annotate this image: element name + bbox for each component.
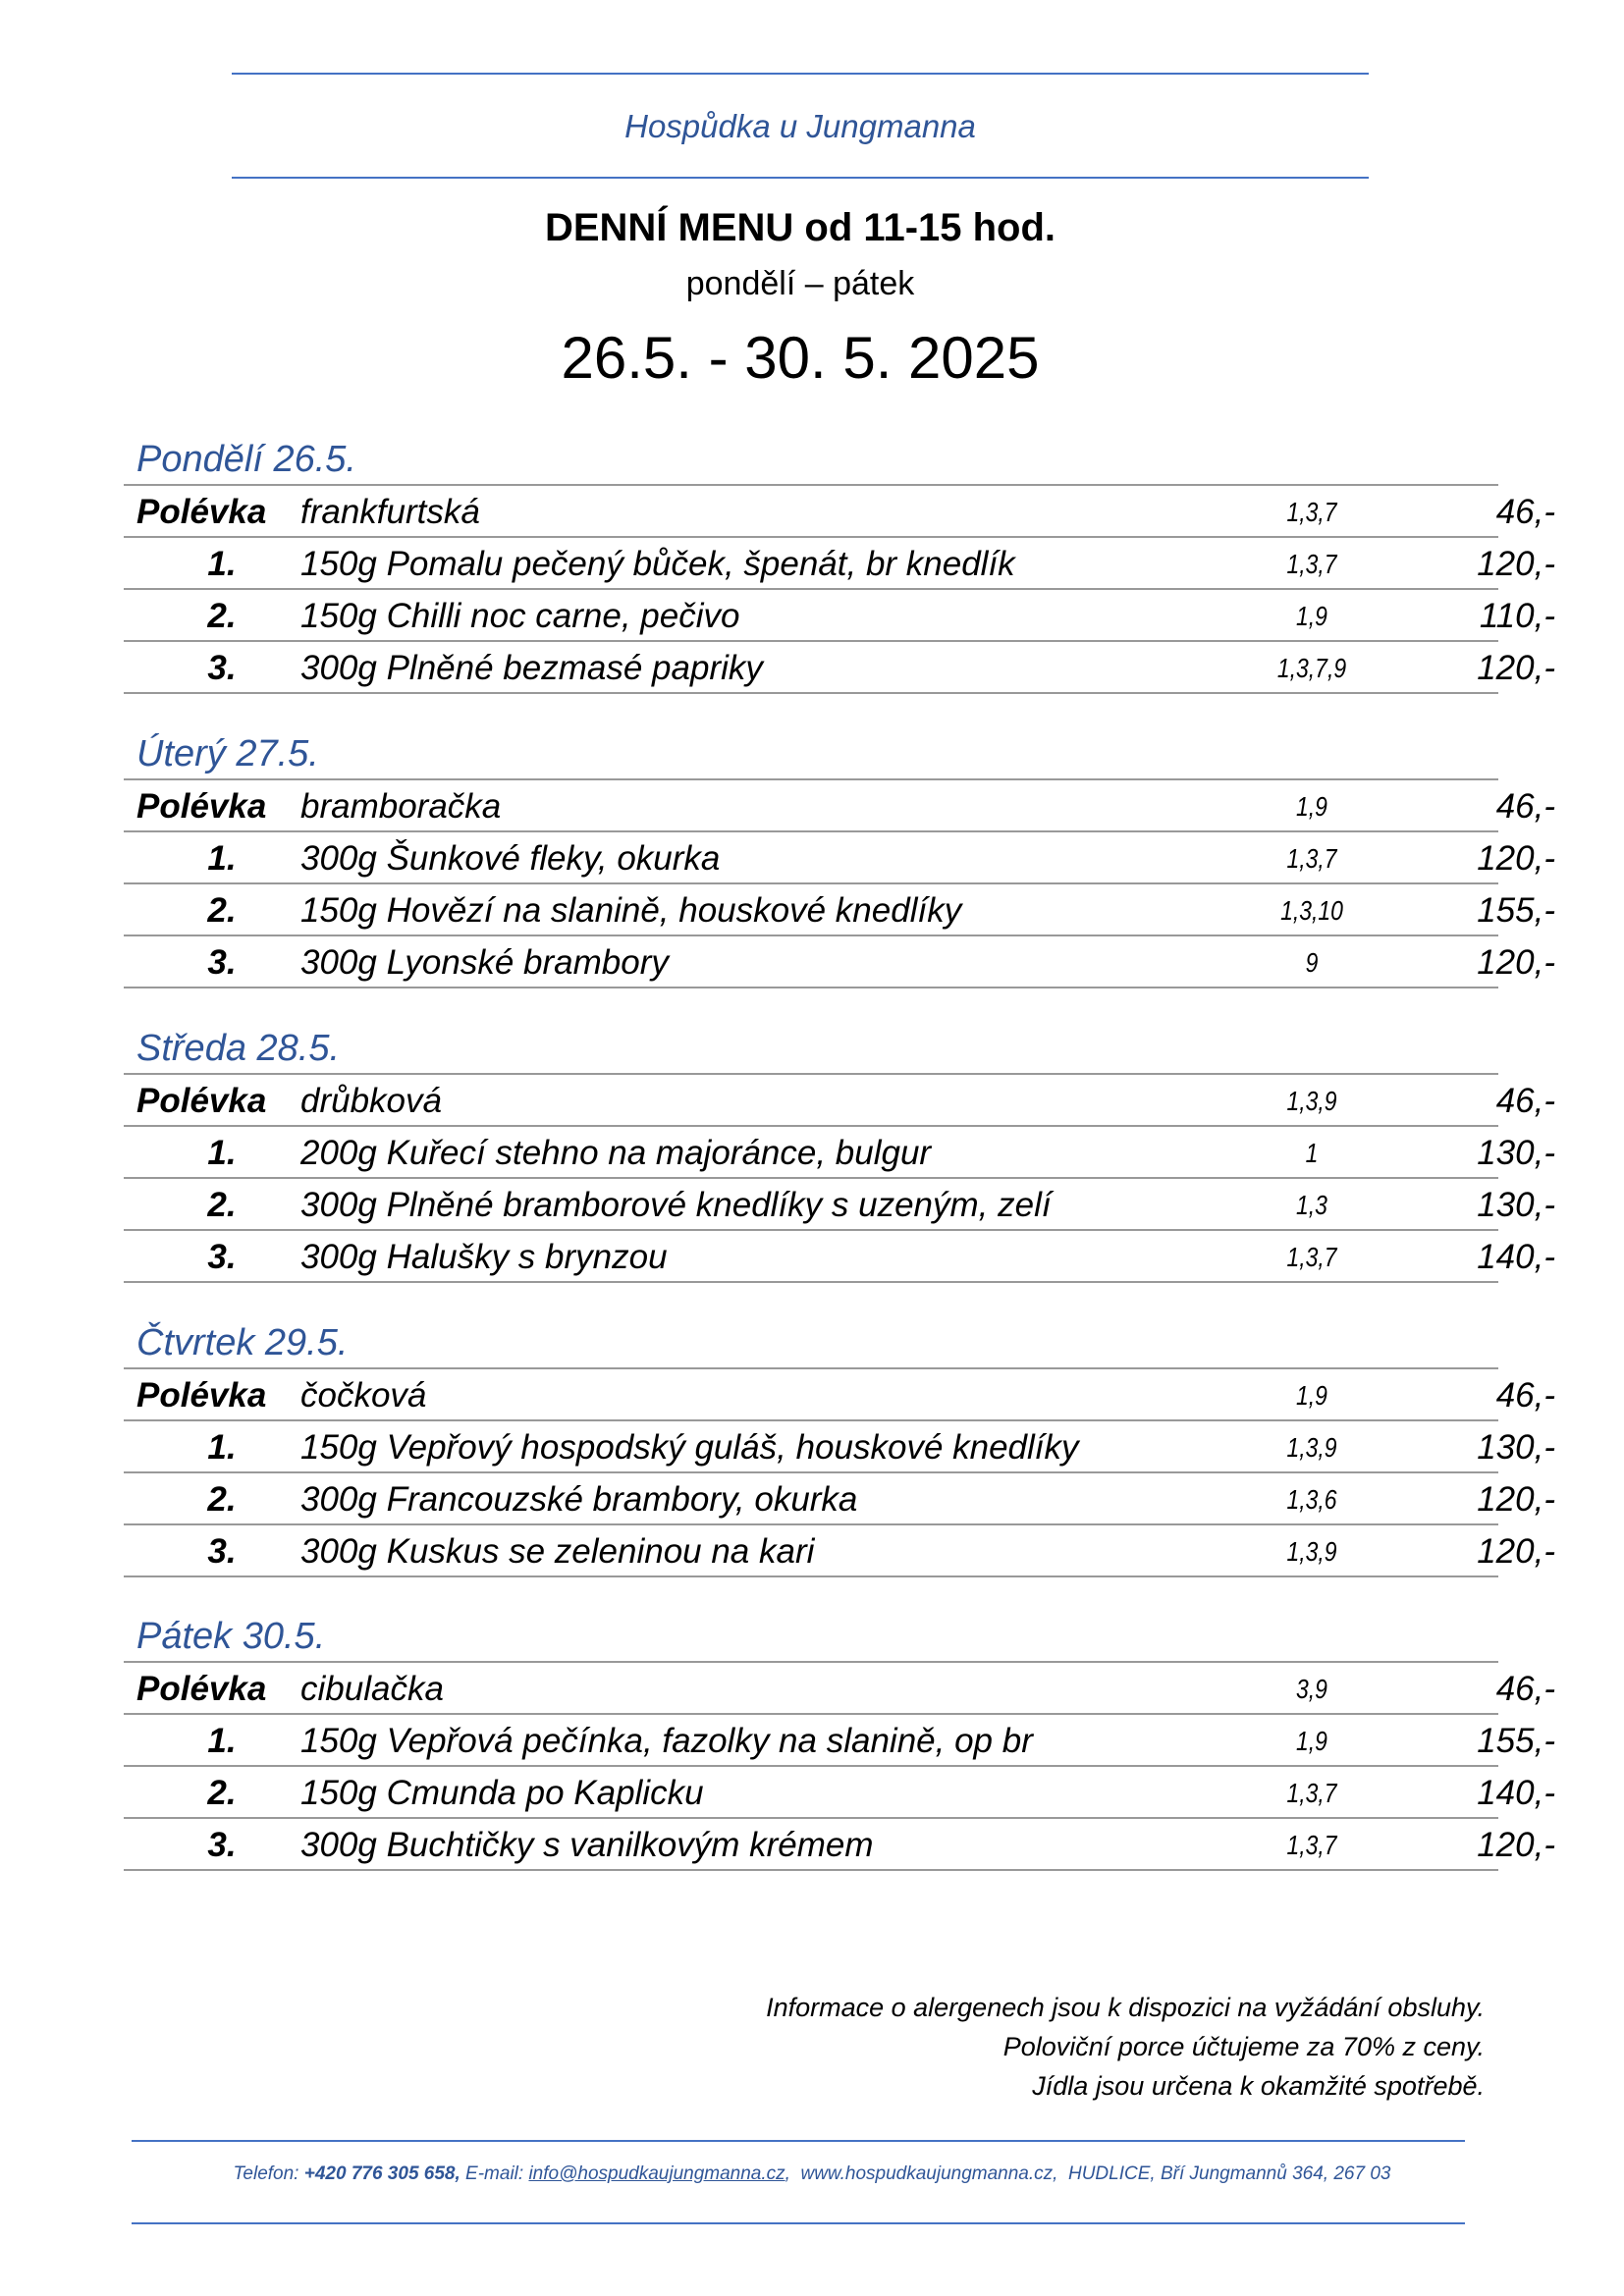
menu-row bbox=[124, 1179, 1555, 1231]
allergens: 9 bbox=[1305, 947, 1319, 978]
dish-name: 300g Buchtičky s vanilkovým krémem bbox=[300, 1826, 874, 1864]
dish-name: 200g Kuřecí stehno na majoránce, bulgur bbox=[300, 1134, 932, 1172]
menu-row bbox=[124, 1473, 1555, 1525]
allergens: 1,3,7 bbox=[1286, 843, 1337, 874]
row-label: Polévka bbox=[136, 493, 267, 531]
allergens: 1,3,7 bbox=[1286, 497, 1337, 527]
header-rule-bottom bbox=[232, 177, 1369, 179]
row-label: 2. bbox=[207, 1774, 237, 1812]
dish-name: 300g Plněné bramborové knedlíky s uzeným, zelí bbox=[300, 1186, 1052, 1224]
day-title: Úterý 27.5. bbox=[124, 729, 1498, 780]
menu-row bbox=[124, 1231, 1555, 1283]
row-label: Polévka bbox=[136, 1670, 267, 1708]
menu-days: pondělí – pátek bbox=[685, 265, 915, 302]
dish-name: 300g Lyonské brambory bbox=[300, 943, 669, 982]
menu-date-range: 26.5. - 30. 5. 2025 bbox=[561, 325, 1040, 391]
day-title: Středa 28.5. bbox=[124, 1024, 1498, 1075]
dish-name: 150g Hovězí na slanině, houskové knedlíky bbox=[300, 891, 962, 930]
row-label: Polévka bbox=[136, 1082, 267, 1120]
email-link[interactable]: info@hospudkaujungmanna.cz bbox=[528, 2163, 785, 2184]
price: 120,- bbox=[1477, 545, 1555, 583]
row-label: 1. bbox=[207, 545, 237, 583]
menu-row-soup bbox=[124, 1075, 1555, 1127]
day-block-thursday bbox=[124, 1318, 1555, 1577]
allergens: 1 bbox=[1305, 1138, 1319, 1168]
notes bbox=[766, 1988, 1485, 2106]
row-label: 3. bbox=[207, 943, 237, 982]
dish-name: 150g Pomalu pečený bůček, špenát, br knedlík bbox=[300, 545, 1015, 583]
address: HUDLICE, Bří Jungmannů 364, 267 03 bbox=[1067, 2163, 1391, 2184]
row-label: 2. bbox=[207, 597, 237, 635]
price: 46,- bbox=[1495, 1082, 1555, 1120]
day-title: Pondělí 26.5. bbox=[124, 435, 1498, 486]
menu-row-soup bbox=[124, 1369, 1555, 1421]
price: 46,- bbox=[1495, 493, 1555, 531]
price: 140,- bbox=[1477, 1238, 1555, 1276]
row-label: 1. bbox=[207, 1722, 237, 1760]
allergens: 1,3,7 bbox=[1286, 1778, 1337, 1808]
day-title: Čtvrtek 29.5. bbox=[124, 1318, 1498, 1369]
allergens: 1,3 bbox=[1296, 1190, 1327, 1220]
allergens: 1,3,7 bbox=[1286, 1830, 1337, 1860]
note-consumption: Jídla jsou určena k okamžité spotřebě. bbox=[1032, 2071, 1485, 2101]
allergens: 1,9 bbox=[1296, 1726, 1327, 1756]
website-link[interactable]: www.hospudkaujungmanna.cz, bbox=[800, 2163, 1058, 2184]
dish-name: čočková bbox=[300, 1376, 427, 1415]
dish-name: 150g Vepřová pečínka, fazolky na slanině, op br bbox=[300, 1722, 1033, 1760]
row-label: 1. bbox=[207, 1428, 237, 1467]
price: 46,- bbox=[1495, 1670, 1555, 1708]
allergens: 1,3,6 bbox=[1286, 1484, 1337, 1515]
dish-name: 300g Halušky s brynzou bbox=[300, 1238, 668, 1276]
dish-name: 300g Kuskus se zeleninou na kari bbox=[300, 1532, 815, 1571]
price: 130,- bbox=[1477, 1428, 1555, 1467]
row-label: 2. bbox=[207, 1480, 237, 1519]
price: 110,- bbox=[1479, 597, 1555, 635]
dish-name: 150g Cmunda po Kaplicku bbox=[300, 1774, 704, 1812]
row-label: 2. bbox=[207, 1186, 237, 1224]
price: 130,- bbox=[1477, 1134, 1555, 1172]
footer-rule-bottom bbox=[132, 2222, 1465, 2224]
price: 120,- bbox=[1477, 1480, 1555, 1519]
row-label: 3. bbox=[207, 649, 237, 687]
allergens: 3,9 bbox=[1296, 1674, 1327, 1704]
allergens: 1,3,9 bbox=[1286, 1536, 1337, 1567]
menu-row bbox=[124, 1767, 1555, 1819]
allergens: 1,9 bbox=[1296, 791, 1327, 822]
allergens: 1,3,9 bbox=[1286, 1432, 1337, 1463]
allergens: 1,9 bbox=[1296, 1380, 1327, 1411]
allergens: 1,3,7 bbox=[1286, 1242, 1337, 1272]
allergens: 1,3,7,9 bbox=[1276, 653, 1347, 683]
allergens: 1,3,10 bbox=[1280, 895, 1343, 926]
menu-row bbox=[124, 1819, 1555, 1871]
day-block-monday bbox=[124, 435, 1555, 694]
price: 155,- bbox=[1477, 1722, 1555, 1760]
menu-row-soup bbox=[124, 780, 1555, 832]
menu-row bbox=[124, 884, 1555, 936]
row-label: 3. bbox=[207, 1532, 237, 1571]
row-label: Polévka bbox=[136, 1376, 267, 1415]
row-label: 1. bbox=[207, 839, 237, 878]
menu-row bbox=[124, 642, 1555, 694]
dish-name: 300g Francouzské brambory, okurka bbox=[300, 1480, 858, 1519]
footer-rule-top bbox=[132, 2140, 1465, 2142]
menu-row bbox=[124, 1715, 1555, 1767]
allergens: 1,9 bbox=[1296, 601, 1327, 631]
allergens: 1,3,7 bbox=[1286, 549, 1337, 579]
row-label: 3. bbox=[207, 1238, 237, 1276]
allergens: 1,3,9 bbox=[1286, 1086, 1337, 1116]
menu-row-soup bbox=[124, 486, 1555, 538]
price: 120,- bbox=[1477, 943, 1555, 982]
price: 120,- bbox=[1477, 1532, 1555, 1571]
menu-row bbox=[124, 590, 1555, 642]
row-label: 1. bbox=[207, 1134, 237, 1172]
dish-name: cibulačka bbox=[300, 1670, 444, 1708]
phone-label: Telefon: bbox=[233, 2163, 299, 2184]
price: 140,- bbox=[1477, 1774, 1555, 1812]
price: 120,- bbox=[1477, 1826, 1555, 1864]
dish-name: 300g Šunkové fleky, okurka bbox=[300, 839, 721, 878]
dish-name: drůbková bbox=[300, 1082, 442, 1120]
header-rule-top bbox=[232, 73, 1369, 75]
note-allergens: Informace o alergenech jsou k dispozici na vyžádání obsluhy. bbox=[766, 1993, 1485, 2022]
phone-number: +420 776 305 658, bbox=[303, 2163, 460, 2184]
price: 46,- bbox=[1495, 787, 1555, 826]
day-title: Pátek 30.5. bbox=[124, 1612, 1498, 1663]
day-block-friday bbox=[124, 1612, 1555, 1871]
menu-row bbox=[124, 1421, 1555, 1473]
menu-row-soup bbox=[124, 1663, 1555, 1715]
dish-name: frankfurtská bbox=[300, 493, 480, 531]
dish-name: 150g Vepřový hospodský guláš, houskové knedlíky bbox=[300, 1428, 1079, 1467]
row-label: 3. bbox=[207, 1826, 237, 1864]
menu-row bbox=[124, 832, 1555, 884]
menu-title: DENNÍ MENU od 11-15 hod. bbox=[544, 206, 1056, 249]
price: 120,- bbox=[1477, 839, 1555, 878]
footer-contact bbox=[0, 2163, 1624, 2185]
note-half-portion: Poloviční porce účtujeme za 70% z ceny. bbox=[1002, 2032, 1485, 2061]
footer-separator: , bbox=[785, 2163, 790, 2184]
dish-name: 150g Chilli noc carne, pečivo bbox=[300, 597, 740, 635]
price: 155,- bbox=[1477, 891, 1555, 930]
restaurant-name: Hospůdka u Jungmanna bbox=[624, 108, 976, 144]
day-block-tuesday bbox=[124, 729, 1555, 988]
price: 120,- bbox=[1477, 649, 1555, 687]
row-label: Polévka bbox=[136, 787, 267, 826]
day-block-wednesday bbox=[124, 1024, 1555, 1283]
row-label: 2. bbox=[207, 891, 237, 930]
dish-name: 300g Plněné bezmasé papriky bbox=[300, 649, 763, 687]
email-label: E-mail: bbox=[465, 2163, 524, 2184]
menu-row bbox=[124, 1127, 1555, 1179]
price: 130,- bbox=[1477, 1186, 1555, 1224]
dish-name: bramboračka bbox=[300, 787, 502, 826]
menu-row bbox=[124, 538, 1555, 590]
menu-row bbox=[124, 1525, 1555, 1577]
menu-row bbox=[124, 936, 1555, 988]
price: 46,- bbox=[1495, 1376, 1555, 1415]
